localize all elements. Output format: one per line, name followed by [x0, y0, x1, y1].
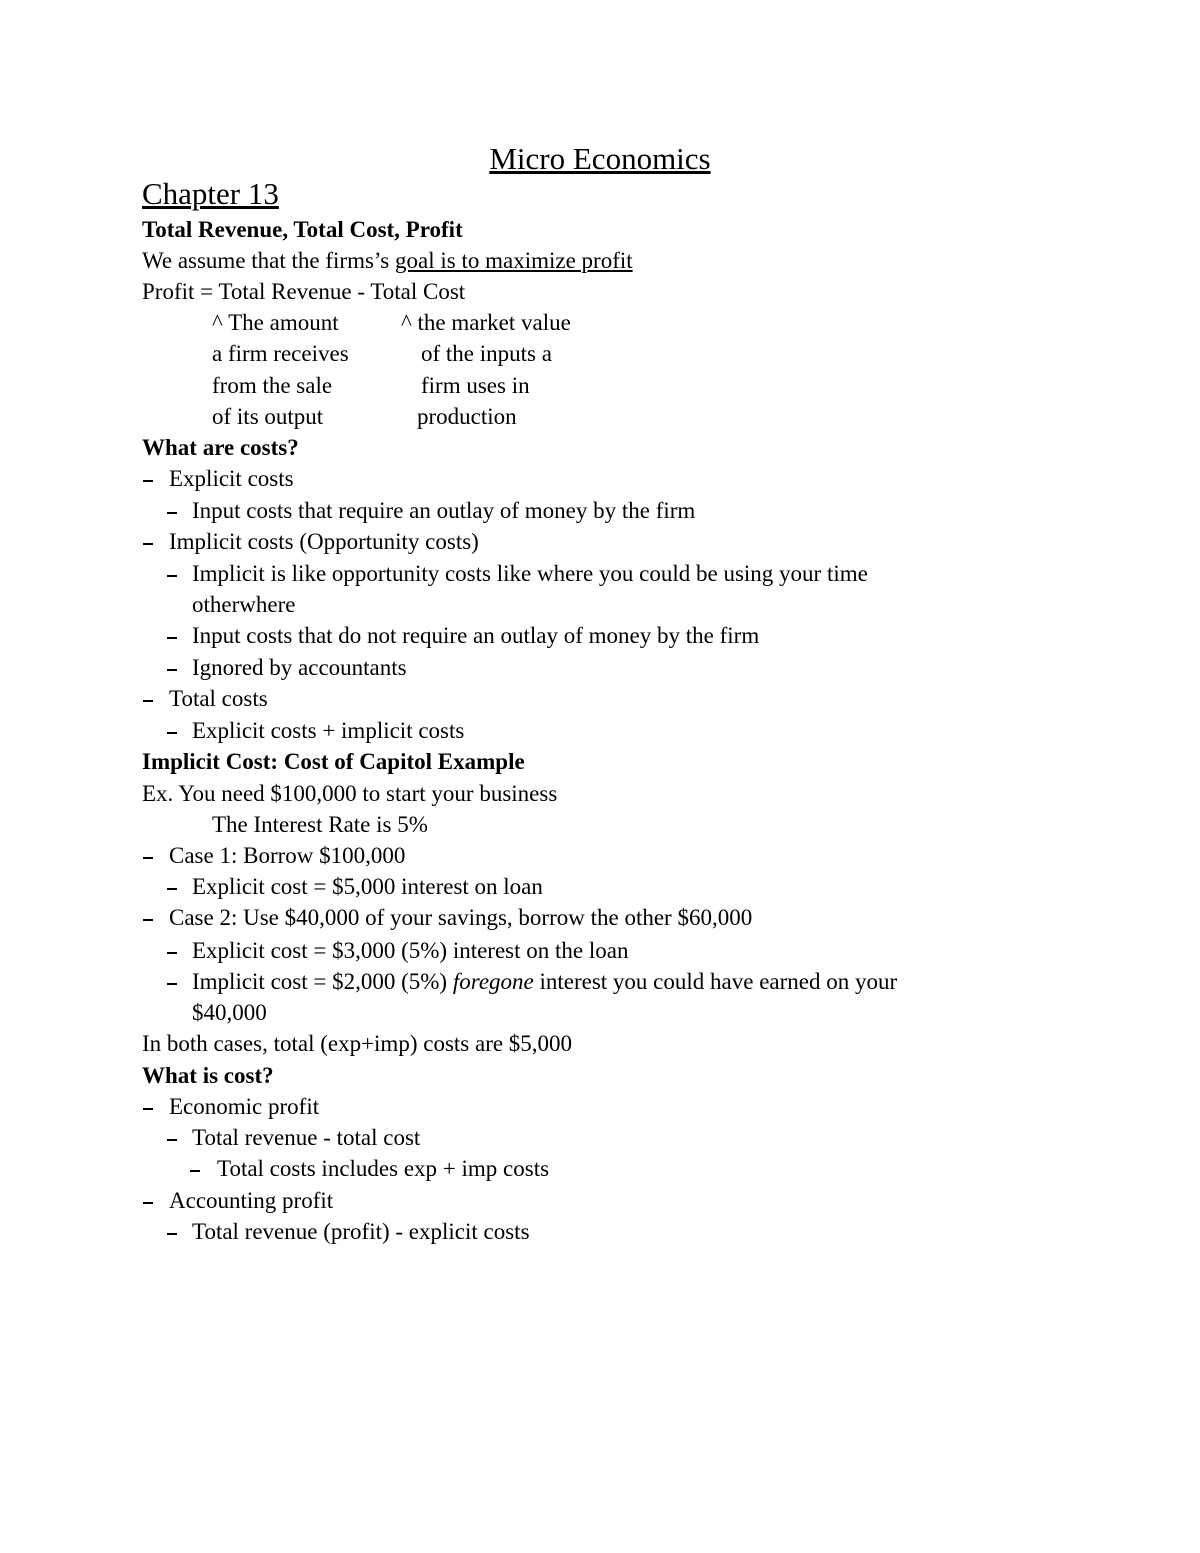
cost-note-line: of the inputs a — [421, 341, 552, 366]
document-title: Micro Economics — [489, 141, 711, 176]
list-item-economic-profit: Economic profit — [169, 1094, 320, 1119]
bullet-dash — [167, 952, 177, 954]
bullet-dash — [167, 732, 177, 734]
interest-rate-line: The Interest Rate is 5% — [212, 812, 428, 837]
bullet-dash — [167, 512, 177, 514]
list-subitem-foregone — [192, 968, 897, 996]
conclusion-line: In both cases, total (exp+imp) costs are $5,000 — [142, 1031, 573, 1056]
bullet-dash — [143, 1108, 153, 1110]
list-subitem: Total revenue - total cost — [192, 1125, 421, 1150]
cost-note-line: ^ the market value — [401, 310, 571, 335]
bullet-dash — [167, 983, 177, 985]
revenue-note-line: ^ The amount — [212, 310, 339, 335]
list-subitem: Explicit costs + implicit costs — [192, 718, 465, 743]
bullet-dash — [190, 1170, 200, 1172]
example-line: Ex. You need $100,000 to start your business — [142, 781, 558, 806]
bullet-dash — [167, 1233, 177, 1235]
foregone-italic: foregone — [452, 969, 534, 994]
list-subitem: Input costs that require an outlay of money by the firm — [192, 498, 696, 523]
bullet-dash — [143, 480, 153, 482]
bullet-dash — [143, 919, 153, 921]
chapter-heading: Chapter 13 — [142, 176, 279, 211]
list-subitem-continuation: $40,000 — [192, 1000, 267, 1025]
bullet-dash — [143, 857, 153, 859]
bullet-dash — [167, 575, 177, 577]
profit-formula: Profit = Total Revenue - Total Cost — [142, 279, 466, 304]
bullet-dash — [167, 888, 177, 890]
list-subitem: Ignored by accountants — [192, 655, 407, 680]
list-subsubitem: Total costs includes exp + imp costs — [217, 1156, 550, 1181]
list-subitem-continuation: otherwhere — [192, 592, 296, 617]
bullet-dash — [167, 669, 177, 671]
goal-prefix: We assume that the firms’s — [142, 248, 396, 273]
list-item-explicit: Explicit costs — [169, 466, 294, 491]
list-subitem: Input costs that do not require an outlay of money by the firm — [192, 623, 760, 648]
list-subitem: Total revenue (profit) - explicit costs — [192, 1219, 530, 1244]
revenue-note-line: from the sale — [212, 373, 333, 398]
bullet-dash — [143, 543, 153, 545]
implicit-cost-text: Implicit cost = $2,000 (5%) — [192, 969, 453, 994]
list-subitem: Explicit cost = $5,000 interest on loan — [192, 874, 543, 899]
cost-note-line: production — [417, 404, 517, 429]
revenue-note-line: of its output — [212, 404, 324, 429]
list-subitem: Implicit is like opportunity costs like where you could be using your time — [192, 561, 868, 586]
cost-note-line: firm uses in — [421, 373, 530, 398]
goal-sentence — [142, 247, 633, 275]
section-heading-capitol-example: Implicit Cost: Cost of Capitol Example — [142, 749, 525, 774]
goal-underlined: goal is to maximize profit — [395, 248, 633, 273]
list-item-case1: Case 1: Borrow $100,000 — [169, 843, 406, 868]
section-heading-what-is-cost: What is cost? — [142, 1063, 274, 1088]
section-heading-what-are-costs: What are costs? — [142, 435, 299, 460]
list-item-case2: Case 2: Use $40,000 of your savings, borrow the other $60,000 — [169, 905, 753, 930]
list-item-total: Total costs — [169, 686, 268, 711]
revenue-note-line: a firm receives — [212, 341, 349, 366]
bullet-dash — [143, 1202, 153, 1204]
bullet-dash — [167, 1139, 177, 1141]
list-subitem: Explicit cost = $3,000 (5%) interest on the loan — [192, 938, 629, 963]
list-item-implicit: Implicit costs (Opportunity costs) — [169, 529, 479, 554]
bullet-dash — [167, 637, 177, 639]
section-heading-revenue-cost-profit: Total Revenue, Total Cost, Profit — [142, 217, 463, 242]
interest-text: interest you could have earned on your — [533, 969, 898, 994]
list-item-accounting-profit: Accounting profit — [169, 1188, 334, 1213]
bullet-dash — [143, 700, 153, 702]
